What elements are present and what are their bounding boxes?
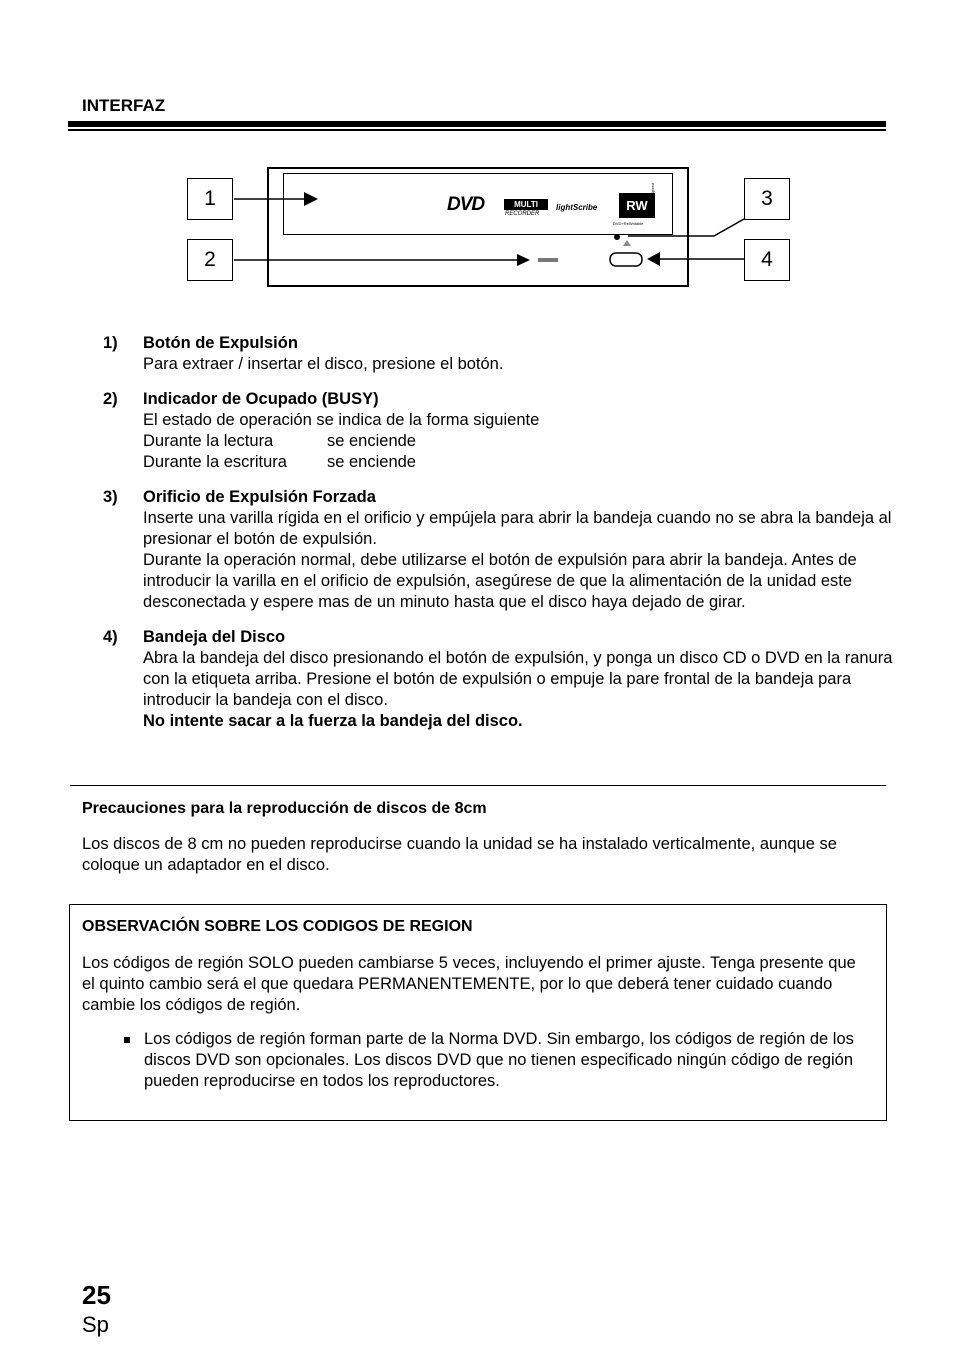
list-item bbox=[103, 627, 893, 732]
diagram-graphics bbox=[0, 0, 954, 320]
callout-4: 4 bbox=[744, 239, 790, 281]
item-text: Inserte una varilla rígida en el orificio y empújela para abrir la bandeja cuando no se abra la bandeja al presionar el botón de expulsión. bbox=[143, 509, 892, 548]
list-item bbox=[103, 389, 893, 473]
observation-bullet bbox=[122, 1029, 884, 1092]
eject-button-icon bbox=[304, 192, 318, 206]
status-label: Durante la lectura bbox=[143, 432, 274, 450]
bullet-icon bbox=[124, 1037, 130, 1043]
list-item bbox=[103, 487, 893, 613]
callout-3: 3 bbox=[744, 178, 790, 220]
observation-title: OBSERVACIÓN SOBRE LOS CODIGOS DE REGION bbox=[82, 918, 473, 935]
item-number: 3) bbox=[103, 488, 118, 506]
observation-text: Los códigos de región SOLO pueden cambiarse 5 veces, incluyendo el primer ajuste. Tenga presente que el quinto cambio será el que quedara PERMANENTEMENTE, por lo que deberá tener cuidado cuando cambie los códigos de región. bbox=[82, 954, 856, 1014]
item-text: El estado de operación se indica de la forma siguiente bbox=[143, 411, 540, 429]
item-title: Orificio de Expulsión Forzada bbox=[143, 488, 376, 506]
lightscribe-logo: lightScribe bbox=[556, 203, 598, 212]
item-title: Botón de Expulsión bbox=[143, 334, 298, 352]
item-title: Bandeja del Disco bbox=[143, 628, 286, 646]
item-number: 2) bbox=[103, 390, 118, 408]
precautions-title: Precauciones para la reproducción de discos de 8cm bbox=[82, 800, 487, 817]
eject-symbol-icon bbox=[623, 240, 631, 246]
precautions-text: Los discos de 8 cm no pueden reproducirse cuando la unidad se ha instalado verticalmente, aunque se coloque un adaptador en el disco. bbox=[82, 835, 837, 874]
list-item bbox=[103, 333, 893, 375]
section-divider bbox=[70, 785, 886, 786]
item-text: Abra la bandeja del disco presionando el botón de expulsión, y ponga un disco CD o DVD en la ranura con la etiqueta arriba. Presione el botón de expulsión o empuje la pare frontal de la bandeja para introducir la bandeja con el disco. bbox=[143, 649, 893, 709]
high-speed-logo: High Speed bbox=[650, 183, 655, 204]
callout-1: 1 bbox=[187, 178, 233, 220]
emergency-eject-hole-icon bbox=[614, 234, 620, 240]
page-language: Sp bbox=[82, 1312, 109, 1337]
item-list bbox=[103, 333, 893, 746]
observation-bullet-text: Los códigos de región forman parte de la Norma DVD. Sin embargo, los códigos de región de los discos DVD son opcionales. Los discos DVD que no tienen especificado ningún código de región pueden reproducirse en todos los reproductores. bbox=[144, 1030, 854, 1090]
dvd-logo: DVD bbox=[447, 194, 485, 215]
callout-2: 2 bbox=[187, 239, 233, 281]
recorder-logo: RECORDER bbox=[505, 211, 540, 217]
section-title: INTERFAZ bbox=[82, 96, 166, 115]
rw-sub-logo: DVD+ReWritable bbox=[613, 221, 644, 226]
item-number: 1) bbox=[103, 334, 118, 352]
item-text: Para extraer / insertar el disco, presione el botón. bbox=[143, 355, 504, 373]
status-row bbox=[143, 431, 893, 452]
status-value: se enciende bbox=[327, 432, 416, 450]
arrow-3-line bbox=[628, 219, 744, 236]
status-value: se enciende bbox=[327, 453, 416, 471]
status-label: Durante la escritura bbox=[143, 453, 287, 471]
item-warning: No intente sacar a la fuerza la bandeja del disco. bbox=[143, 712, 523, 730]
item-number: 4) bbox=[103, 628, 118, 646]
arrow-4-head bbox=[647, 252, 660, 266]
multi-logo: MULTI bbox=[504, 199, 548, 210]
tray-eject-button-icon bbox=[610, 253, 642, 266]
rw-logo: RW bbox=[619, 193, 655, 218]
page-number: 25 bbox=[82, 1280, 111, 1310]
busy-indicator-icon bbox=[538, 258, 558, 262]
status-row bbox=[143, 452, 893, 473]
arrow-2-head bbox=[517, 254, 530, 266]
item-title: Indicador de Ocupado (BUSY) bbox=[143, 390, 379, 408]
item-text: Durante la operación normal, debe utilizarse el botón de expulsión para abrir la bandeja. Antes de introducir la varilla en el orificio de expulsión, asegúrese de que la alimentación de la unidad este desconectada y espere mas de un minuto hasta que el disco haya dejado de girar. bbox=[143, 551, 857, 611]
